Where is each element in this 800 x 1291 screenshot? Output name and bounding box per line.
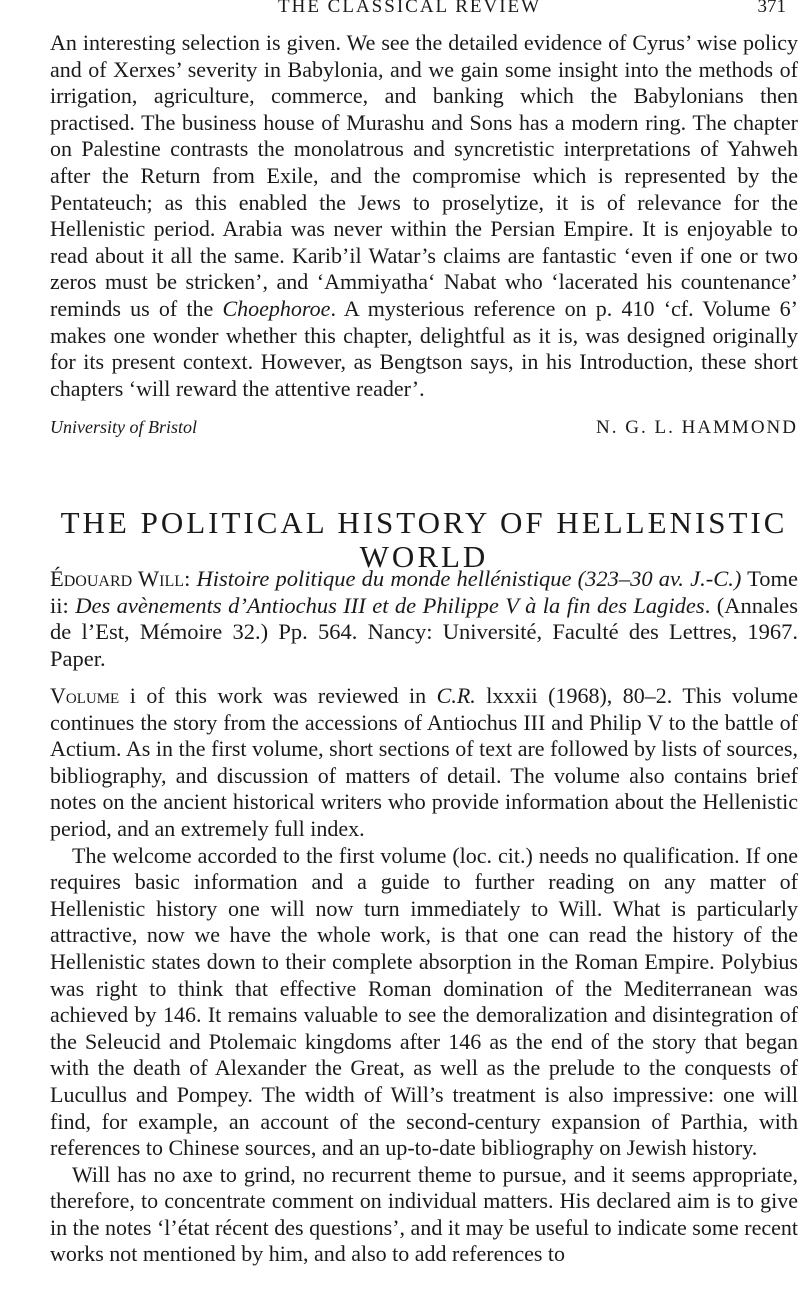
book-author: Édouard Will <box>50 566 185 591</box>
review-paragraph: The welcome accorded to the first volume (loc. cit.) needs no qualification. If one requires basic information and a guide to further reading on any matter of Hellenistic history one will now turn immediately to Will. What is particularly attractive, now we have the whole work, is that one can read the history of the Hellenistic states down to their complete absorption in the Roman Empire. Polybius was right to think that effective Roman domination of the Mediterranean was achieved by 146. It remains valuable to see the demoralization and disintegration of the Seleucid and Ptolemaic kingdoms after 146 as the end of the story that began with the death of Alexander the Great, as well as the prelude to the conquests of Lucullus and Pompey. The width of Will’s treatment is also impressive: one will find, for example, an account of the second-century expansion of Parthia, with references to Chinese sources, and an up-to-date bibliography on Jewish history. <box>50 842 798 1161</box>
page-header <box>0 0 800 20</box>
italic-work-title: Choephoroe <box>222 295 331 321</box>
paragraph-text: i of this work was reviewed in <box>119 683 437 708</box>
publication-details: . (Annales de l’Est, Mémoire 32.) Pp. 564. Nancy: Université, Faculté des Lettres, 1967. Paper. <box>50 592 798 671</box>
lead-word: Volume <box>50 683 120 708</box>
paragraph-text: lxxxii (1968), 80–2. This volume continues the story from the accessions of Antiochus III and Philip V to the battle of Actium. As in the first volume, short sections of text are followed by lists of sources, bibliography, and discussion of matters of detail. The volume also contains brief notes on the ancient historical writers who provide information about the Hellenistic period, and an extremely full index. <box>50 683 798 841</box>
reviewer-affiliation: University of Bristol <box>50 417 197 437</box>
running-title: THE CLASSICAL REVIEW <box>278 0 542 17</box>
reviewer-signature <box>50 417 798 445</box>
tome-title: Des avènements d’Antiochus III et de Philippe V à la fin des Lagides <box>75 592 705 618</box>
paragraph <box>50 30 798 402</box>
review-title: THE POLITICAL HISTORY OF HELLENISTIC WORLD <box>60 505 788 574</box>
paragraph-end: . A mysterious reference on p. 410 ‘cf. Volume 6’ makes one wonder whether this chapter, delightful as it is, was designed originally for its present context. However, as Bengtson says, in his Introduction, these short chapters ‘will reward the attentive reader’. <box>50 295 798 401</box>
paragraph-text: An interesting selection is given. We see the detailed evidence of Cyrus’ wise policy and of Xerxes’ severity in Babylonia, and we gain some insight into the methods of irrigation, agriculture, commerce, and banking which the Babylonians then practised. The business house of Murashu and Sons has a modern ring. The chapter on Palestine contrasts the monolatrous and syncretistic interpretations of Yahweh after the Return from Exile, and the compromise which is represented by the Pentateuch; as this enabled the Jews to proselytize, it is of relevance for the Hellenistic period. Arabia was never within the Persian Empire. It is enjoyable to read about it all the same. Karib’il Watar’s claims are fantastic ‘even if one or two zeros must be stricken’, and ‘Ammiyatha‘ Nabat who ‘lacerated his countenance’ reminds us of the <box>50 30 798 321</box>
bibliographic-heading: Édouard Will: Histoire politique du monde hellénistique (323–30 av. J.-C.) Tome ii: Des avènements d’Antiochus III et de Philippe V à la fin des Lagides. (Annales de l’Est, Mémoire 32.) Pp. 564. Nancy: Université, Faculté des Lettres, 1967. Paper. <box>50 566 798 671</box>
review-paragraph <box>50 683 798 843</box>
page-number: 371 <box>757 0 786 17</box>
book-title: Histoire politique du monde hellénistique (323–30 av. J.-C.) <box>196 566 742 591</box>
review-body <box>50 683 798 1268</box>
previous-review-conclusion <box>50 30 798 402</box>
journal-abbrev: C.R. <box>436 683 476 708</box>
review-paragraph: Will has no axe to grind, no recurrent theme to pursue, and it seems appropriate, therefore, to concentrate comment on individual matters. His declared aim is to give in the notes ‘l’état récent des questions’, and it may be useful to indicate some recent works not mentioned by him, and also to add references to <box>50 1161 798 1267</box>
tome-label: Tome ii <box>50 566 798 618</box>
reviewer-name: N. G. L. HAMMOND <box>596 417 798 438</box>
